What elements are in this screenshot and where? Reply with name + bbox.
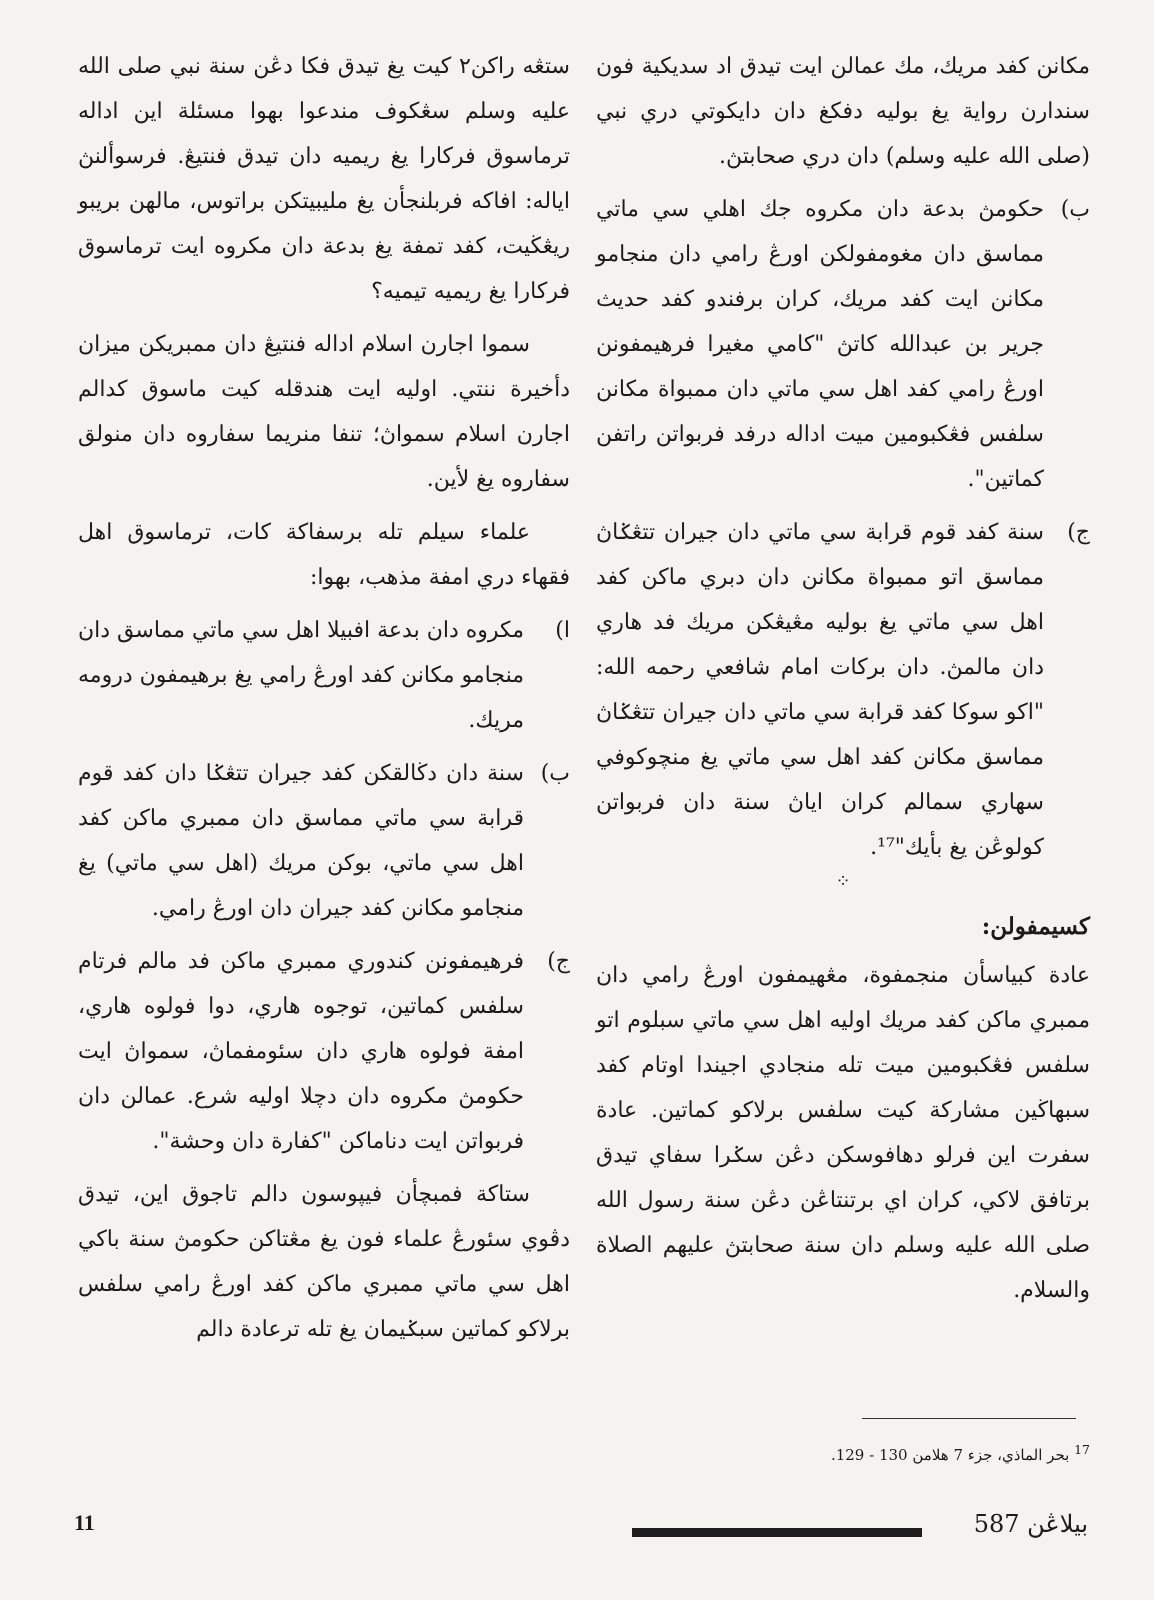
list-marker: ا) — [555, 618, 570, 643]
issue-label: بيلاڠن 587 — [973, 1510, 1088, 1538]
list-item — [78, 608, 570, 743]
section-heading: كسيمفولن: — [981, 913, 1090, 940]
left-paragraph-4: ستاكة فمبچأن فيپوسون دالم تاجوق اين، تيدق دڤوي سئورڠ علماء فون يغ مڠتاكن حكومڽ سنة باكي اهل سي ماتي ممبري ماكن كفد اورڠ رامي سلفس برلاكو كماتين سبݢيمان يغ تله ترعادة دالم — [78, 1182, 570, 1342]
list-marker: ج) — [547, 949, 570, 974]
list-marker: ب) — [540, 761, 570, 786]
left-column — [78, 44, 570, 1360]
list-item-text: حكومڽ بدعة دان مكروه جك اهلي سي ماتي مماسق دان مغومفولكن اورڠ رامي دان منجامو مكانن ايت كفد مريك، كران برفندو كفد حديث جرير بن عبدالله كاتڽ "كامي مغيرا فرهيمفونن اورڠ رامي كفد اهل سي ماتي دان ممبواة مكانن سلفس فڠكبومين ميت اداله درفد فربواتن راتفن كماتين". — [596, 197, 1044, 492]
footnote-text: بحر الماذي، جزء 7 هلامن 130 - 129. — [830, 1446, 1070, 1464]
right-column — [596, 44, 1090, 1321]
left-paragraph-3: علماء سيلم تله برسفاكة كات، ترماسوق اهل فقهاء دري امفة مذهب، بهوا: — [78, 520, 570, 590]
list-marker: ب) — [1060, 197, 1090, 222]
left-paragraph-1: ستڠه راكن٢ كيت يغ تيدق فكا دڠن سنة نبي صلى الله عليه وسلم سڠكوف مندعوا بهوا مسئلة اين اداله ترماسوق فركارا يغ ريميه دان تيدق فنتيڠ. فرسوألنڽ اياله: افاكه فربلنجأن يغ مليبيتكن براتوس، مالهن بريبو ريڠڬيت، كفد تمفة يغ بدعة دان مكروه ايت ترماسوق فركارا يغ ريميه تيميه؟ — [78, 54, 570, 304]
footer-bar — [632, 1528, 922, 1537]
footnote-divider — [862, 1418, 1076, 1419]
list-item-text: فرهيمفونن كندوري ممبري ماكن فد مالم فرتام سلفس كماتين، توجوه هاري، دوا فولوه هاري، امفة فولوه هاري دان سئومفماڽ، سمواڽ ايت حكومڽ مكروه دان دچلا اوليه شرع. عمالن دان فربواتن ايت دناماكن "كفارة دان وحشة". — [78, 949, 524, 1154]
conclusion-paragraph: عادة كبياسأن منجمفوة، مڠهيمفون اورڠ رامي دان ممبري ماكن كفد مريك اوليه اهل سي ماتي سبلوم اتو سلفس فڠكبومين ميت تله منجادي اجيندا اوتام كفد سبهاڬين مشاركة كيت سلفس برلاكو كماتين. عادة سفرت اين فرلو دهافوسكن دڠن سݢرا سفاي تيدق برتافق لاكي، كران اي برتنتاڠن دڠن سنة رسول الله صلى الله عليه وسلم دان سنة صحابتڽ عليهم الصلاة والسلام. — [596, 963, 1090, 1303]
ornament-dots: ⁘ — [835, 871, 851, 892]
list-item — [596, 187, 1090, 502]
footnote — [596, 1438, 1090, 1467]
list-item-text: سنة دان دڬالقكن كفد جيران تتڠݢا دان كفد قوم قرابة سي ماتي مماسق دان ممبري ماكن كفد اهل سي ماتي، بوكن مريك (اهل سي ماتي) يغ منجامو مكانن كفد جيران دان اورڠ رامي. — [78, 761, 524, 921]
right-intro-paragraph: مكانن كفد مريك، مك عمالن ايت تيدق اد سديكية فون سندارن رواية يغ بوليه دفكغ دان دايكوتي دري نبي (صلى الله عليه وسلم) دان دري صحابتڽ. — [596, 54, 1090, 169]
left-paragraph-2: سموا اجارن اسلام اداله فنتيڠ دان ممبريكن ميزان دأخيرة ننتي. اوليه ايت هندقله كيت ماسوق كدالم اجارن اسلام سمواڽ؛ تنفا منريما سفاروه دان منولق سفاروه يغ لأين. — [78, 332, 570, 492]
list-item — [596, 510, 1090, 870]
footnote-number: 17 — [1074, 1442, 1090, 1457]
page-footer — [0, 1510, 1154, 1550]
list-marker: ج) — [1067, 520, 1090, 545]
list-item — [78, 751, 570, 931]
list-item-text: مكروه دان بدعة افبيلا اهل سي ماتي مماسق دان منجامو مكانن كفد اورڠ رامي يغ برهيمفون درومه مريك. — [77, 618, 524, 733]
list-item-text: سنة كفد قوم قرابة سي ماتي دان جيران تتڠݢاڽ مماسق اتو ممبواة مكانن دان دبري ماكن كفد اهل سي ماتي يغ بوليه مڠيڠكن مريك فد هاري دان مالمڽ. دان بركات امام شافعي رحمه الله: "اكو سوكا كفد قرابة سي ماتي دان جيران تتڠݢاڽ مماسق مكانن كفد اهل سي ماتي يغ منچوكوفي سهاري سمالم كران اياڽ سنة دان فربواتن كولوڠن يغ بأيك"¹⁷. — [596, 520, 1045, 860]
list-item — [78, 939, 570, 1164]
page-number: 11 — [74, 1510, 95, 1535]
